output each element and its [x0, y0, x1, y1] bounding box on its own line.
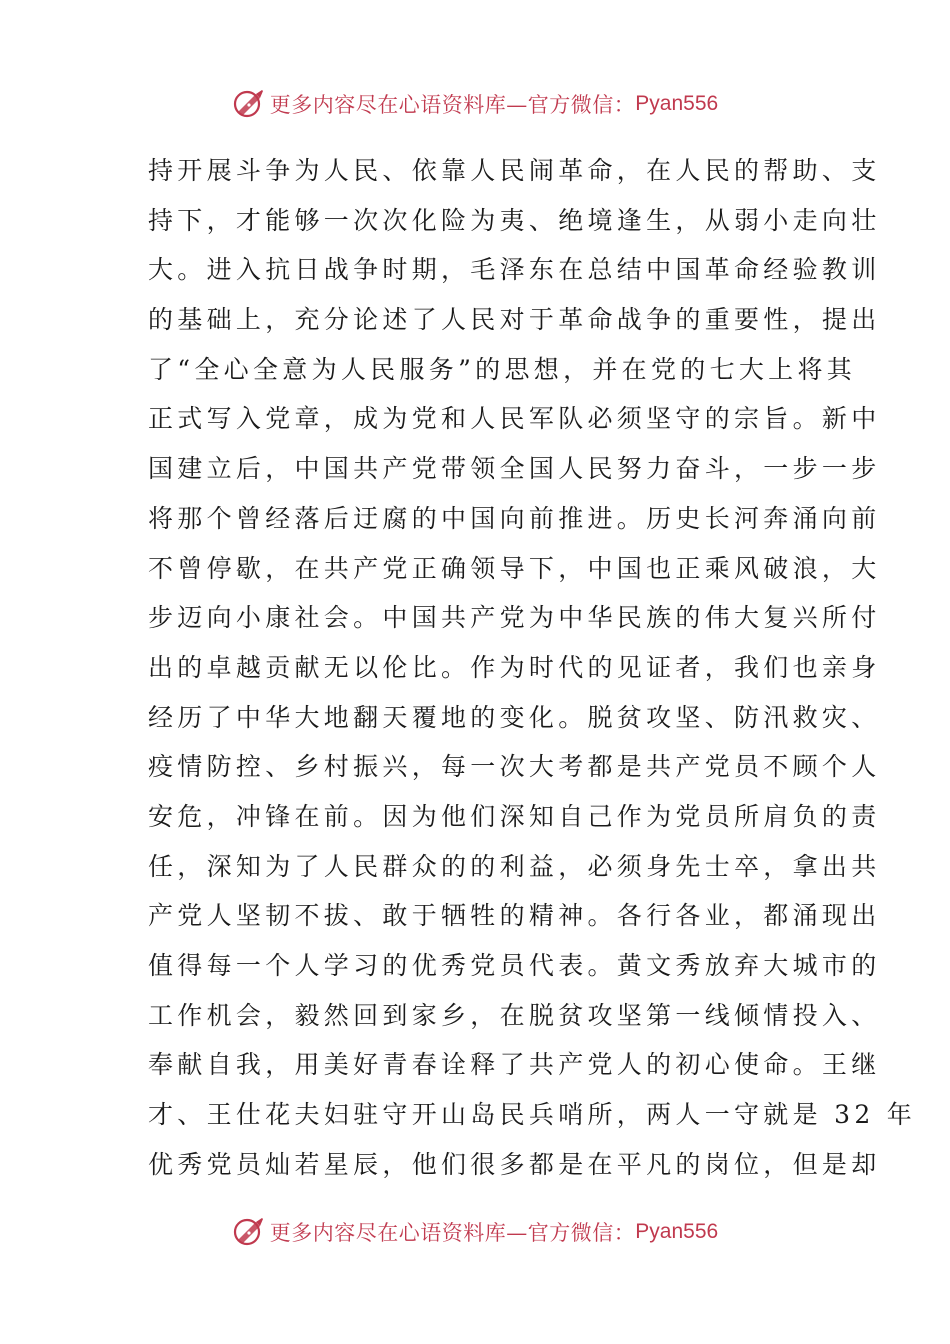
text-line: 的基础上，充分论述了人民对于革命战争的重要性，提出 [148, 305, 881, 335]
footer-watermark-banner [0, 1212, 950, 1252]
text-line: 大。进入抗日战争时期，毛泽东在总结中国革命经验教训 [148, 255, 881, 285]
text-line: 产党人坚韧不拔、敢于牺牲的精神。各行各业，都涌现出 [148, 901, 881, 931]
header-watermark-banner [0, 84, 950, 124]
pen-nib-logo-icon [232, 87, 266, 121]
text-line: 持下，才能够一次次化险为夷、绝境逢生，从弱小走向壮 [148, 205, 881, 235]
header-wechat-handle: Pyan556 [635, 92, 719, 115]
text-line: 持开展斗争为人民、依靠人民闹革命，在人民的帮助、支 [148, 156, 881, 185]
text-line: 优秀党员灿若星辰，他们很多都是在平凡的岗位，但是却 [148, 1149, 881, 1179]
text-line: 奉献自我，用美好青春诠释了共产党人的初心使命。王继 [148, 1050, 881, 1080]
text-line: 安危，冲锋在前。因为他们深知自己作为党员所肩负的责 [148, 801, 881, 831]
header-watermark-text: 更多内容尽在心语资料库—官方微信： [269, 93, 636, 117]
text-line: 国建立后，中国共产党带领全国人民努力奋斗，一步一步 [148, 454, 881, 484]
text-line: 值得每一个人学习的优秀党员代表。黄文秀放弃大城市的 [148, 951, 881, 980]
footer-wechat-handle: Pyan556 [635, 1220, 719, 1243]
document-body [148, 146, 917, 1189]
text-line: 出的卓越贡献无以伦比。作为时代的见证者，我们也亲身 [148, 652, 881, 682]
text-line: 正式写入党章，成为党和人民军队必须坚守的宗旨。新中 [148, 404, 881, 434]
text-line: 不曾停歇，在共产党正确领导下，中国也正乘风破浪，大 [148, 553, 881, 583]
text-line: 步迈向小康社会。中国共产党为中华民族的伟大复兴所付 [148, 603, 881, 633]
text-line: 疫情防控、乡村振兴，每一次大考都是共产党员不顾个人 [148, 752, 881, 782]
footer-watermark-text: 更多内容尽在心语资料库—官方微信： [269, 1221, 636, 1245]
pen-nib-logo-icon [232, 1215, 266, 1249]
text-line: 才、王仕花夫妇驻守开山岛民兵哨所，两人一守就是 32 年 [148, 1100, 917, 1130]
text-line: 工作机会，毅然回到家乡，在脱贫攻坚第一线倾情投入、 [148, 1000, 881, 1030]
text-line: 经历了中华大地翻天覆地的变化。脱贫攻坚、防汛救灾、 [148, 702, 881, 732]
text-line: 了“全心全意为人民服务”的思想，并在党的七大上将其 [148, 354, 857, 384]
text-line: 将那个曾经落后迂腐的中国向前推进。历史长河奔涌向前 [148, 503, 881, 533]
text-line: 任，深知为了人民群众的的利益，必须身先士卒，拿出共 [148, 851, 881, 881]
